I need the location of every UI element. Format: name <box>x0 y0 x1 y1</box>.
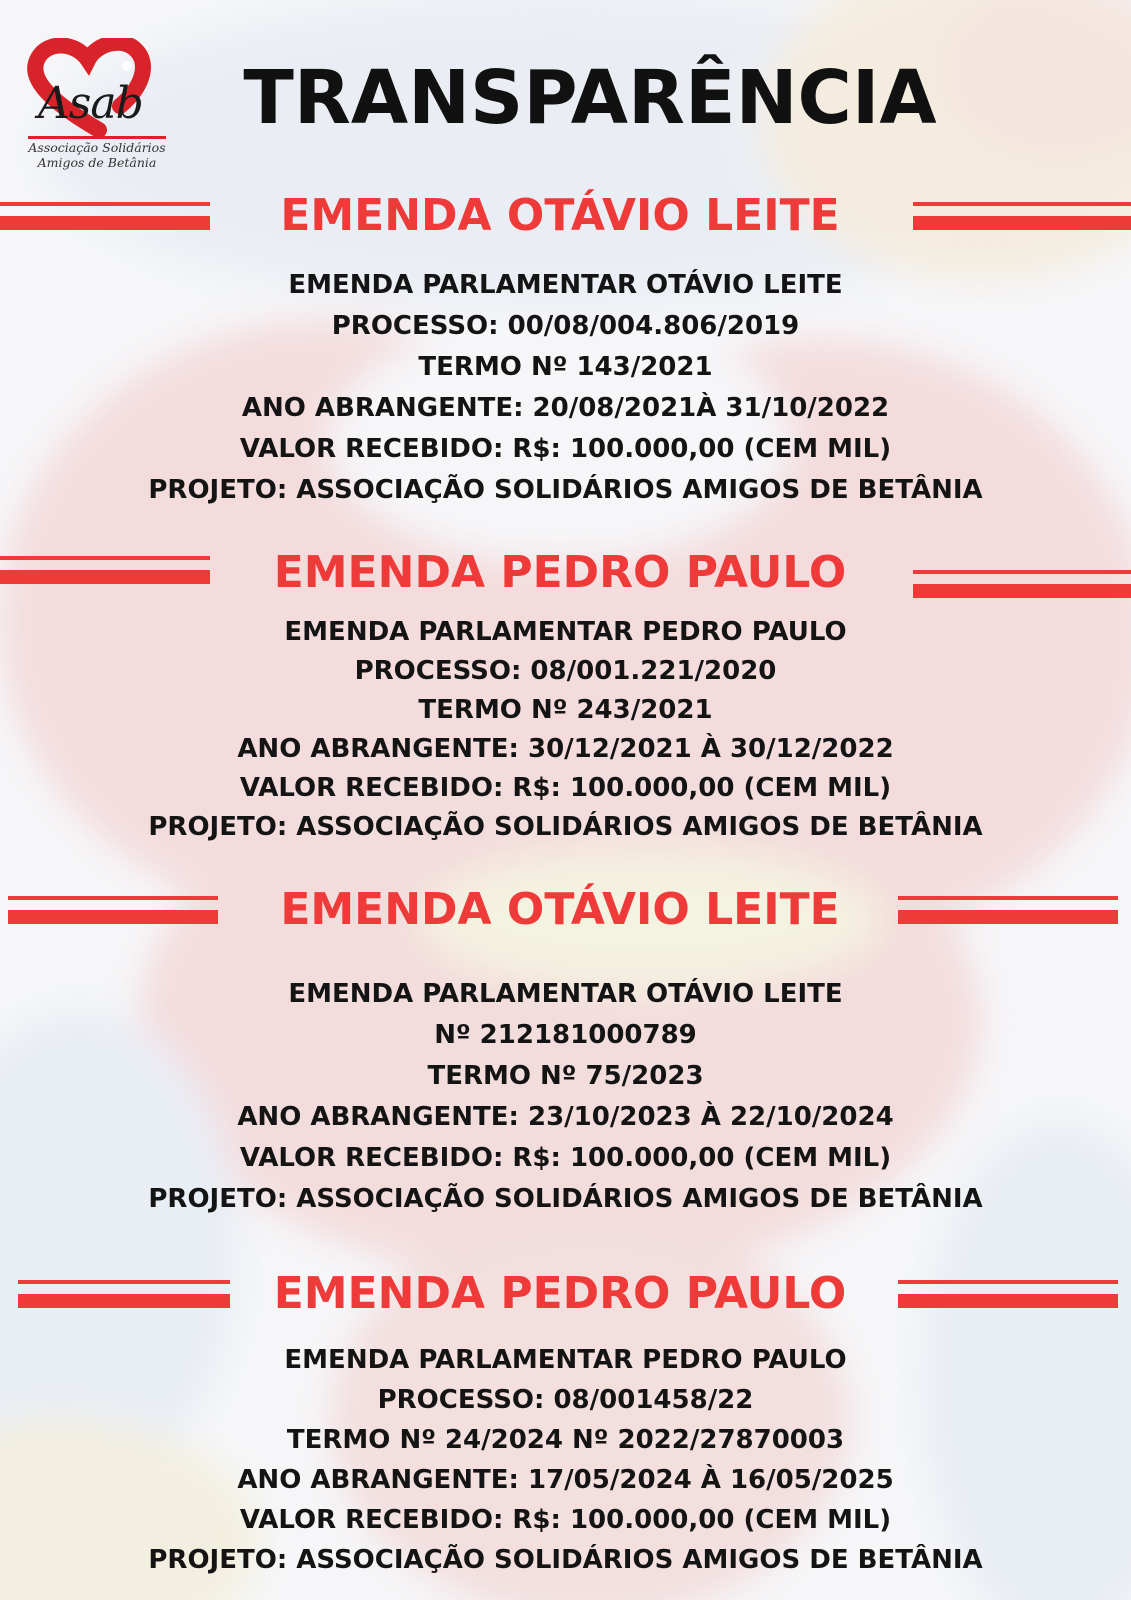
section-2-line-3: TERMO Nº 243/2021 <box>418 695 713 725</box>
section-2-line-5: VALOR RECEBIDO: R$: 100.000,00 (CEM MIL) <box>239 773 892 803</box>
section-4-right-rule <box>898 1280 1118 1312</box>
section-1-right-rule <box>913 202 1131 234</box>
section-3-details <box>0 974 1131 1220</box>
section-1-line-5: VALOR RECEBIDO: R$: 100.000,00 (CEM MIL) <box>239 434 892 464</box>
section-4-line-5: VALOR RECEBIDO: R$: 100.000,00 (CEM MIL) <box>239 1505 892 1535</box>
section-3-title: EMENDA OTÁVIO LEITE <box>280 884 840 935</box>
section-3-left-rule <box>8 896 218 928</box>
logo-wordmark: Asab <box>38 78 143 129</box>
section-3-right-rule <box>898 896 1118 928</box>
section-4-line-2: PROCESSO: 08/001458/22 <box>377 1385 754 1415</box>
section-2-title: EMENDA PEDRO PAULO <box>273 547 847 598</box>
section-3-line-5: VALOR RECEBIDO: R$: 100.000,00 (CEM MIL) <box>239 1143 892 1173</box>
section-1-line-4: ANO ABRANGENTE: 20/08/2021À 31/10/2022 <box>241 393 890 423</box>
section-4-line-6: PROJETO: ASSOCIAÇÃO SOLIDÁRIOS AMIGOS DE BETÂNIA <box>148 1545 983 1575</box>
section-4-line-1: EMENDA PARLAMENTAR PEDRO PAULO <box>284 1345 847 1375</box>
logo-underline <box>28 136 166 139</box>
section-1-line-1: EMENDA PARLAMENTAR OTÁVIO LEITE <box>288 270 843 300</box>
section-4-details <box>0 1340 1131 1580</box>
logo-subtitle-line-2: Amigos de Betânia <box>37 155 157 170</box>
section-2-line-6: PROJETO: ASSOCIAÇÃO SOLIDÁRIOS AMIGOS DE BETÂNIA <box>148 812 983 842</box>
section-1-title: EMENDA OTÁVIO LEITE <box>280 190 840 241</box>
section-1-line-2: PROCESSO: 00/08/004.806/2019 <box>331 311 800 341</box>
section-2-right-rule <box>913 570 1131 602</box>
page-title: TRANSPARÊNCIA <box>243 55 937 141</box>
section-1-line-6: PROJETO: ASSOCIAÇÃO SOLIDÁRIOS AMIGOS DE BETÂNIA <box>148 475 983 505</box>
logo-subtitle <box>24 140 170 170</box>
section-2-line-2: PROCESSO: 08/001.221/2020 <box>354 656 777 686</box>
section-3-line-4: ANO ABRANGENTE: 23/10/2023 À 22/10/2024 <box>237 1102 894 1132</box>
section-3-line-3: TERMO Nº 75/2023 <box>427 1061 704 1091</box>
section-1-details <box>0 265 1131 511</box>
section-2-line-4: ANO ABRANGENTE: 30/12/2021 À 30/12/2022 <box>237 734 894 764</box>
logo-subtitle-line-1: Associação Solidários <box>28 140 166 155</box>
section-3-line-2: Nº 212181000789 <box>434 1020 697 1050</box>
section-3-line-1: EMENDA PARLAMENTAR OTÁVIO LEITE <box>288 979 843 1009</box>
section-4-title: EMENDA PEDRO PAULO <box>273 1268 847 1319</box>
section-2-line-1: EMENDA PARLAMENTAR PEDRO PAULO <box>284 617 847 647</box>
asab-logo <box>24 38 174 178</box>
section-4-line-3: TERMO Nº 24/2024 Nº 2022/27870003 <box>286 1425 845 1455</box>
section-1-left-rule <box>0 202 210 234</box>
section-2-details <box>0 613 1131 847</box>
section-1-line-3: TERMO Nº 143/2021 <box>418 352 713 382</box>
section-4-left-rule <box>18 1280 230 1312</box>
section-2-left-rule <box>0 556 210 588</box>
section-3-line-6: PROJETO: ASSOCIAÇÃO SOLIDÁRIOS AMIGOS DE BETÂNIA <box>148 1184 983 1214</box>
section-4-line-4: ANO ABRANGENTE: 17/05/2024 À 16/05/2025 <box>237 1465 894 1495</box>
